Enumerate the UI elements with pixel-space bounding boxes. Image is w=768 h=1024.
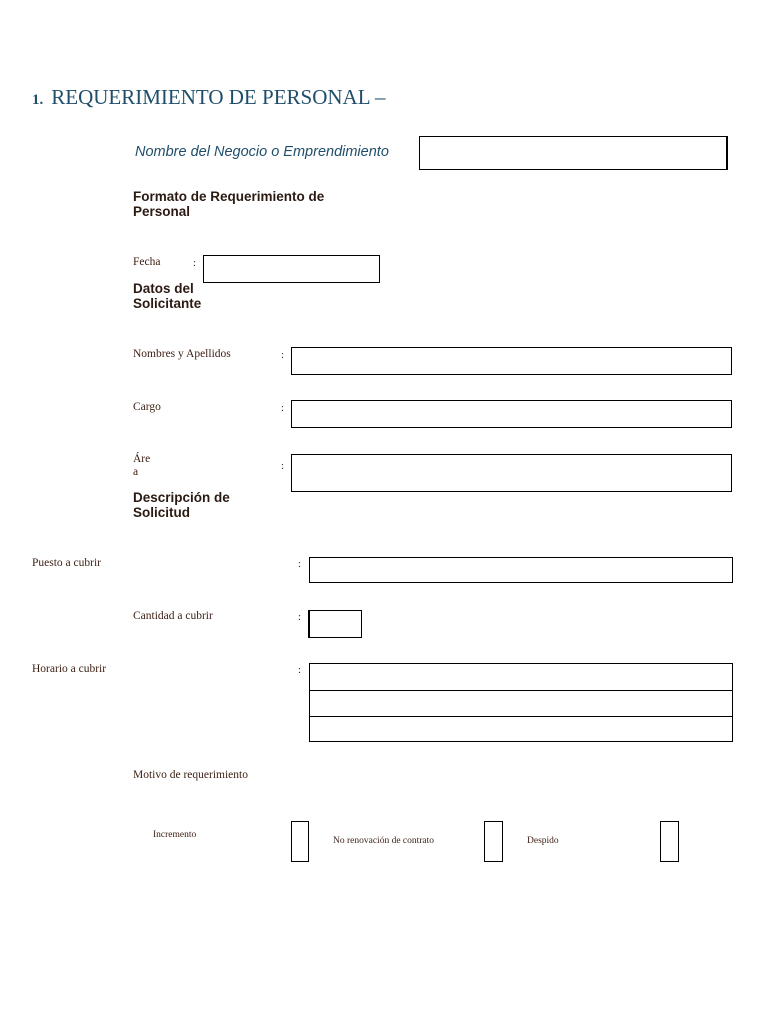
- request-heading: [133, 490, 283, 520]
- cargo-field[interactable]: [291, 400, 732, 428]
- names-field[interactable]: [291, 347, 732, 375]
- business-name-label: Nombre del Negocio o Emprendimiento: [135, 144, 389, 160]
- position-colon: :: [298, 558, 302, 570]
- quantity-field[interactable]: [308, 610, 362, 638]
- format-heading-line2: Personal: [133, 204, 191, 219]
- date-field[interactable]: [203, 255, 380, 283]
- schedule-colon: :: [298, 664, 302, 676]
- cargo-colon: :: [281, 402, 285, 414]
- reason-checkbox-dismissal[interactable]: [660, 821, 679, 862]
- cargo-label: Cargo: [133, 401, 161, 413]
- area-label: [133, 453, 150, 479]
- area-field[interactable]: [291, 454, 732, 492]
- quantity-colon: :: [298, 611, 302, 623]
- area-colon: :: [281, 460, 285, 472]
- schedule-field-row-2[interactable]: [309, 690, 733, 717]
- date-colon: :: [193, 257, 197, 269]
- title-text: REQUERIMIENTO DE PERSONAL –: [51, 85, 386, 109]
- position-field[interactable]: [309, 557, 733, 583]
- business-name-field[interactable]: [419, 136, 728, 170]
- request-heading-line1: Descripción de: [133, 490, 230, 505]
- reason-checkbox-increment[interactable]: [291, 821, 309, 862]
- schedule-field-row-3[interactable]: [309, 716, 733, 742]
- format-heading: [133, 189, 353, 219]
- title-number: 1.: [32, 92, 44, 108]
- request-heading-line2: Solicitud: [133, 505, 190, 520]
- position-label: Puesto a cubrir: [32, 557, 101, 569]
- date-label: Fecha: [133, 256, 161, 268]
- schedule-field-row-1[interactable]: [309, 663, 733, 691]
- names-colon: :: [281, 349, 285, 361]
- names-label: Nombres y Apellidos: [133, 348, 231, 360]
- area-label-line2: a: [133, 466, 139, 478]
- reason-option-label-dismissal: Despido: [527, 836, 559, 846]
- applicant-heading: [133, 281, 283, 311]
- format-heading-line1: Formato de Requerimiento de: [133, 189, 325, 204]
- reason-label: Motivo de requerimiento: [133, 769, 248, 781]
- area-label-line1: Áre: [133, 453, 151, 465]
- page-title: [32, 85, 386, 110]
- reason-checkbox-non-renewal[interactable]: [484, 821, 503, 862]
- quantity-label: Cantidad a cubrir: [133, 610, 213, 622]
- schedule-label: Horario a cubrir: [32, 663, 107, 675]
- applicant-heading-line1: Datos del: [133, 281, 194, 296]
- applicant-heading-line2: Solicitante: [133, 296, 202, 311]
- reason-option-label-non-renewal: No renovación de contrato: [333, 836, 435, 846]
- reason-option-label-increment: Incremento: [153, 830, 197, 840]
